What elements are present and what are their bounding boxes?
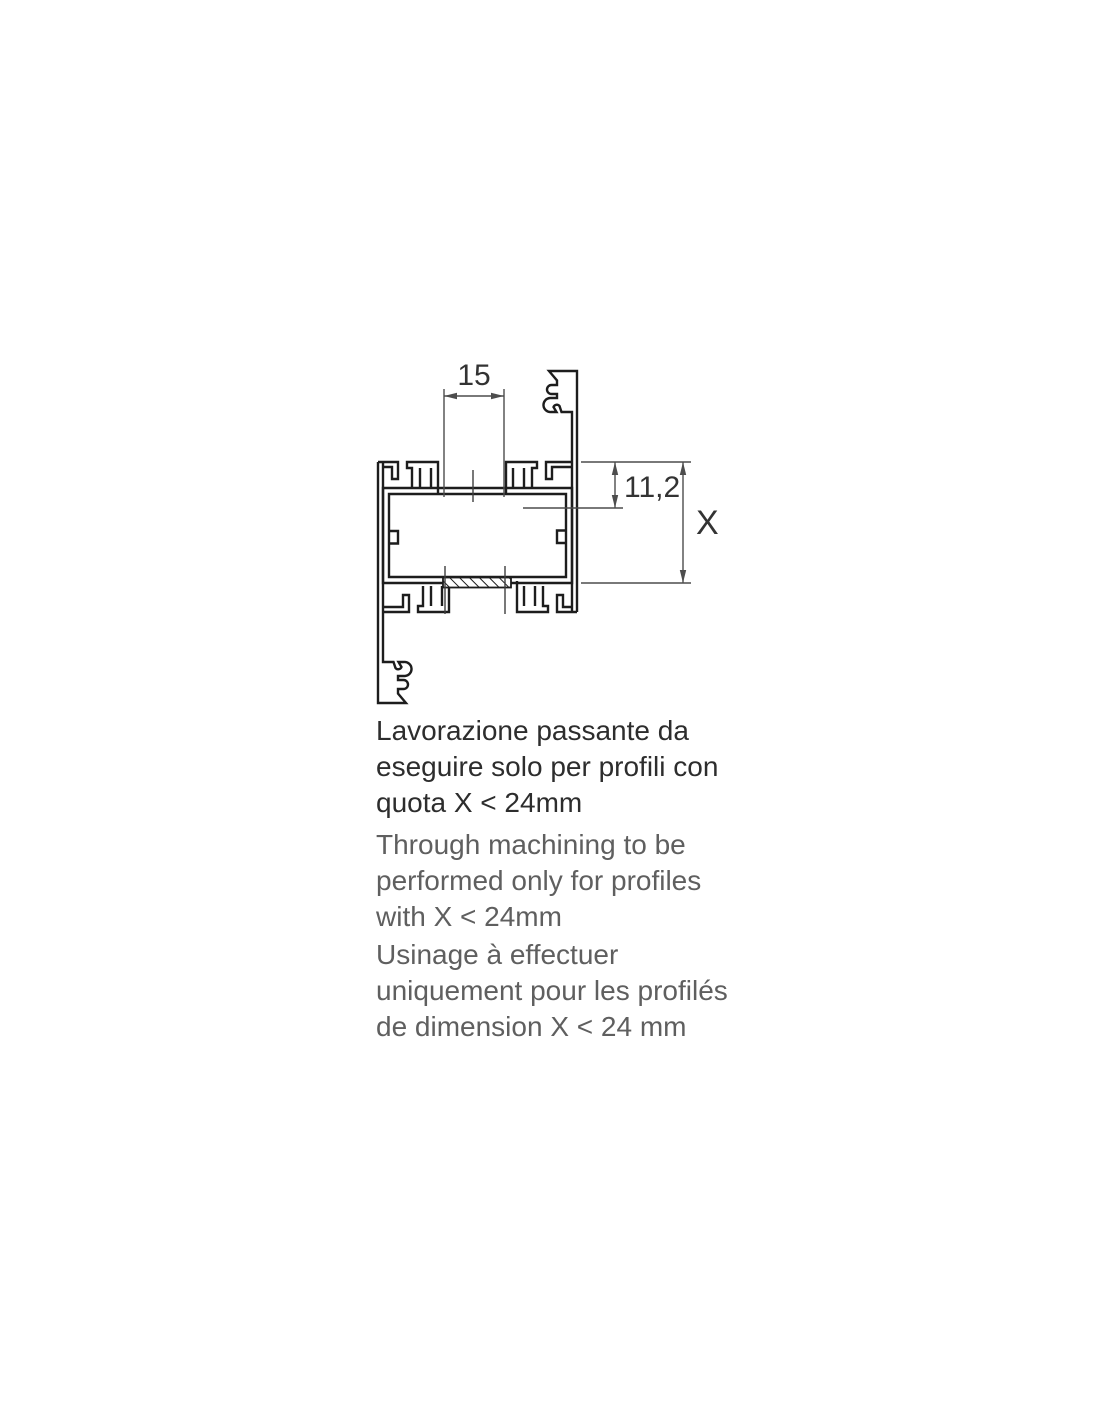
note-line: performed only for profiles <box>376 865 702 896</box>
dimension-15 <box>444 359 504 497</box>
arrow-left <box>444 393 457 399</box>
note-french <box>376 937 728 1045</box>
arrow-right <box>491 393 504 399</box>
note-line: Through machining to be <box>376 829 686 860</box>
profile-chamber-outer <box>383 488 572 583</box>
dim-11-2-label: 11,2 <box>624 471 681 504</box>
machining-hatch-area <box>443 578 511 588</box>
profile-chamber-inner <box>389 494 566 577</box>
arrow-up <box>680 462 686 475</box>
dim-x-label: X <box>696 504 719 542</box>
note-line: with X < 24mm <box>376 901 562 932</box>
note-italian <box>376 713 718 821</box>
note-line: Usinage à effectuer <box>376 939 619 970</box>
note-line: Lavorazione passante da <box>376 715 689 746</box>
arrow-up <box>612 462 618 475</box>
note-line: eseguire solo per profili con <box>376 751 719 782</box>
note-english <box>376 827 701 935</box>
note-line: quota X < 24mm <box>376 787 583 818</box>
note-line: de dimension X < 24 mm <box>376 1011 687 1042</box>
dim-15-label: 15 <box>457 359 491 392</box>
arrow-down <box>612 495 618 508</box>
note-line: uniquement pour les profilés <box>376 975 728 1006</box>
arrow-down <box>680 570 686 583</box>
